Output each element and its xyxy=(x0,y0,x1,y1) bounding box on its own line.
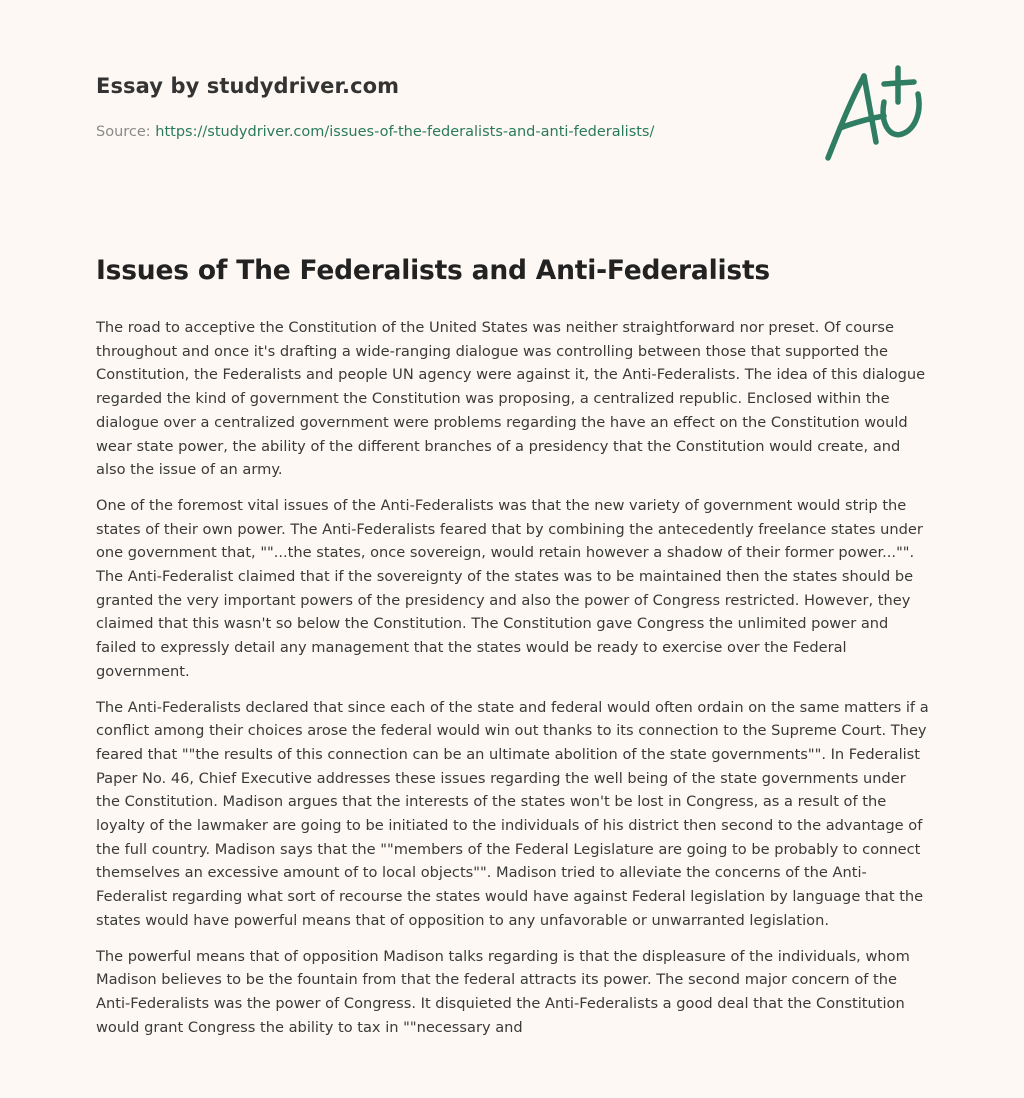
essay-header xyxy=(96,74,856,140)
source-label: Source: xyxy=(96,124,151,140)
essay-paragraph: The road to acceptive the Constitution of the United States was neither straightforward nor preset. Of course throughout and once it's drafting a wide-ranging dialogue was controlling between those that supported the Constitution, the Federalists and people UN agency were against it, the Anti-Federalists. The idea of this dialogue regarded the kind of government the Constitution was proposing, a centralized republic. Enclosed within the dialogue over a centralized government were problems regarding the have an effect on the Constitution would wear state power, the ability of the different branches of a presidency that the Constitution would create, and also the issue of an army. xyxy=(96,319,926,479)
a-plus-grade-logo-icon xyxy=(818,62,930,166)
source-line xyxy=(96,124,856,140)
site-credit-title: Essay by studydriver.com xyxy=(96,74,400,98)
essay-title: Issues of The Federalists and Anti-Federalists xyxy=(96,255,770,286)
essay-paragraph: The powerful means that of opposition Madison talks regarding is that the displeasure of the individuals, whom Madison believes to be the fountain from that the federal attracts its power. The second major concern of the Anti-Federalists was the power of Congress. It disquieted the Anti-Federalists a good deal that the Constitution would grant Congress the ability to tax in ""necessary and xyxy=(96,947,910,1036)
source-link[interactable]: https://studydriver.com/issues-of-the-federalists-and-anti-federalists/ xyxy=(155,124,655,140)
essay-paragraph: The Anti-Federalists declared that since each of the state and federal would often ordain on the same matters if a conflict among their choices arose the federal would win out thanks to its connection to the Supreme Court. They feared that ""the results of this connection can be an ultimate abolition of the state governments"". In Federalist Paper No. 46, Chief Executive addresses these issues regarding the well being of the state governments under the Constitution. Madison argues that the interests of the states won't be lost in Congress, as a result of the loyalty of the lawmaker are going to be initiated to the individuals of his district then second to the advantage of the full country. Madison says that the ""members of the Federal Legislature are going to be probably to connect themselves an excessive amount of to local objects"". Madison tried to alleviate the concerns of the Anti-Federalist regarding what sort of recourse the states would have against Federal legislation by language that the states would have powerful means that of opposition to any unfavorable or unwarranted legislation. xyxy=(96,698,929,929)
essay-paragraph: One of the foremost vital issues of the Anti-Federalists was that the new variety of government would strip the states of their own power. The Anti-Federalists feared that by combining the antecedently freelance states under one government that, ""...the states, once sovereign, would retain however a shadow of their former power..."". The Anti-Federalist claimed that if the sovereignty of the states was to be maintained then the states should be granted the very important powers of the presidency and also the power of Congress restricted. However, they claimed that this wasn't so below the Constitution. The Constitution gave Congress the unlimited power and failed to expressly detail any management that the states would be ready to exercise over the Federal government. xyxy=(96,496,923,680)
essay-body xyxy=(96,316,930,1051)
